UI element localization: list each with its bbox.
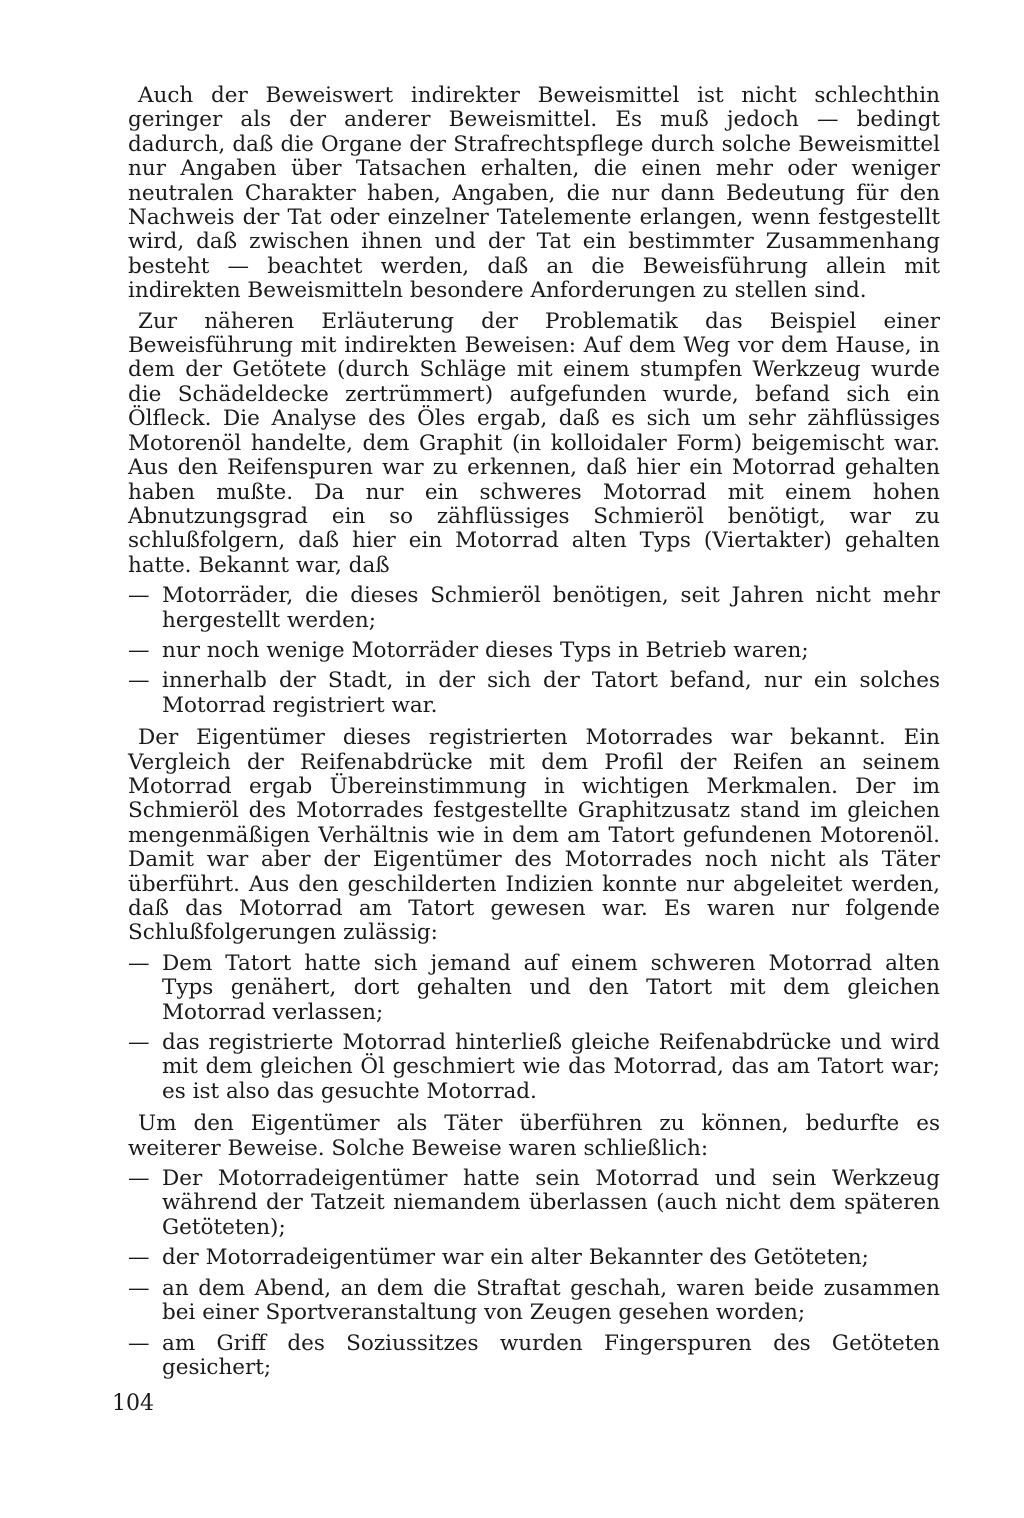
list-item [128, 1246, 940, 1270]
dash-bullet: — [128, 583, 150, 609]
list-item [128, 1031, 940, 1104]
dash-bullet: — [128, 1245, 150, 1271]
list-item-text: an dem Abend, an dem die Straftat geschah, waren beide zusammen bei einer Sportveranstaltung von Zeugen gesehen worden; [162, 1275, 940, 1326]
list-item [128, 1277, 940, 1326]
paragraph-3: Der Eigentümer dieses registrierten Motorrades war bekannt. Ein Vergleich der Reifenabdrücke mit dem Profil der Reifen an seinem Motorrad ergab Übereinstimmung in wichtigen Merkmalen. Der im Schmieröl des Motorrades festgestellte Graphitzusatz stand im gleichen mengenmäßigen Verhältnis wie in dem am Tatort gefundenen Motorenöl. Damit war aber der Eigentümer des Motorrades noch nicht als Täter überführt. Aus den geschilderten Indizien konnte nur abgeleitet werden, daß das Motorrad am Tatort gewesen war. Es waren nur folgende Schlußfolgerungen zulässig: [128, 725, 940, 946]
list-item-text: der Motorradeigentümer war ein alter Bekannter des Getöteten; [162, 1245, 869, 1271]
list-item [128, 639, 940, 663]
dash-bullet: — [128, 1030, 150, 1056]
list-motorrad-facts [128, 584, 940, 718]
list-item-text: Motorräder, die dieses Schmieröl benötigen, seit Jahren nicht mehr hergestellt werden; [162, 583, 940, 633]
list-item-text: Der Motorradeigentümer hatte sein Motorrad und sein Werkzeug während der Tatzeit niemandem überlassen (auch nicht dem späteren Getöteten); [162, 1166, 940, 1240]
page-number: 104 [112, 1391, 154, 1416]
list-item [128, 952, 940, 1025]
list-item-text: am Griff des Soziussitzes wurden Fingerspuren des Getöteten gesichert; [162, 1330, 940, 1380]
list-item-text: Dem Tatort hatte sich jemand auf einem schweren Motorrad alten Typs genähert, dort gehalten und den Tatort mit dem gleichen Motorrad verlassen; [162, 950, 940, 1025]
paragraph-1: Auch der Beweiswert indirekter Beweismittel ist nicht schlechthin geringer als der anderer Beweismittel. Es muß jedoch — bedingt dadurch, daß die Organe der Strafrechtspflege durch solche Beweismittel nur Angaben über Tatsachen erhalten, die einen mehr oder weniger neutralen Charakter haben, Angaben, die nur dann Bedeutung für den Nachweis der Tat oder einzelner Tatelemente erlangen, wenn festgestellt wird, daß zwischen ihnen und der Tat ein bestimmter Zusammenhang besteht — beachtet werden, daß an die Beweisführung allein mit indirekten Beweismitteln besondere Anforderungen zu stellen sind. [128, 83, 940, 304]
dash-bullet: — [128, 950, 150, 976]
page-body [128, 84, 940, 1388]
list-item-text: das registrierte Motorrad hinterließ gleiche Reifenabdrücke und wird mit dem gleichen Öl geschmiert wie das Motorrad, das am Tatort war; es ist also das gesuchte Motorrad. [162, 1030, 940, 1104]
list-item-text: nur noch wenige Motorräder dieses Typs in Betrieb waren; [162, 637, 809, 663]
list-item [128, 584, 940, 633]
dash-bullet: — [128, 637, 150, 663]
dash-bullet: — [128, 668, 150, 694]
paragraph-2: Zur näheren Erläuterung der Problematik das Beispiel einer Beweisführung mit indirekten Beweisen: Auf dem Weg vor dem Hause, in dem der Getötete (durch Schläge mit einem stumpfen Werkzeug wurde die Schädeldecke zertrümmert) aufgefunden wurde, befand sich ein Ölfleck. Die Analyse des Öles ergab, daß es sich um sehr zähflüssiges Motorenöl handelte, dem Graphit (in kolloidaler Form) beigemischt war. Aus den Reifenspuren war zu erkennen, daß hier ein Motorrad gehalten haben mußte. Da nur ein schweres Motorrad mit einem hohen Abnutzungsgrad ein so zähflüssiges Schmieröl benötigt, war zu schlußfolgern, daß hier ein Motorrad alten Typs (Viertakter) gehalten hatte. Bekannt war, daß [128, 308, 940, 578]
dash-bullet: — [128, 1275, 150, 1301]
list-conclusions [128, 952, 940, 1104]
list-item [128, 669, 940, 718]
list-further-evidence [128, 1167, 940, 1380]
paragraph-4: Um den Eigentümer als Täter überführen zu können, bedurfte es weiterer Beweise. Solche Beweise waren schließlich: [128, 1111, 940, 1161]
list-item-text: innerhalb der Stadt, in der sich der Tatort befand, nur ein solches Motorrad registriert war. [162, 668, 940, 718]
list-item [128, 1332, 940, 1381]
dash-bullet: — [128, 1330, 150, 1356]
list-item [128, 1167, 940, 1240]
dash-bullet: — [128, 1166, 150, 1192]
